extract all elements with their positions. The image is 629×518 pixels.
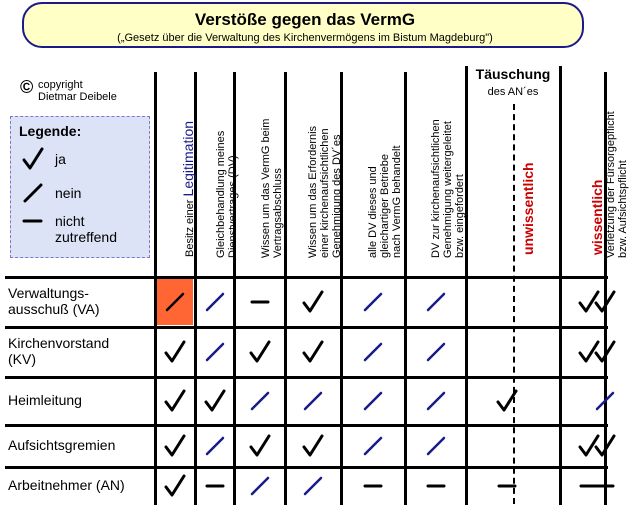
row-divider <box>5 424 608 427</box>
slash-icon <box>361 340 385 364</box>
slash-icon <box>424 389 448 413</box>
slash-icon <box>248 389 272 413</box>
check-icon <box>163 389 187 413</box>
slash-icon <box>424 434 448 458</box>
column-header: DV zur kirchenaufsichtlichen <box>429 119 442 258</box>
column-header-highlight: Legitimation <box>179 120 196 197</box>
check-icon <box>593 340 617 364</box>
column-header: Vertragsabschluss <box>271 168 284 258</box>
column-header: unwissentlich <box>519 162 536 255</box>
check-icon <box>301 434 325 458</box>
check-icon <box>163 434 187 458</box>
column-header <box>179 120 197 257</box>
tauschung-title: Täuschung <box>475 66 551 82</box>
legend <box>10 116 150 258</box>
row-divider <box>5 276 608 279</box>
column-divider <box>559 66 562 505</box>
column-header: wissentlich <box>589 179 605 255</box>
slash-icon <box>248 474 272 498</box>
row-label <box>8 437 115 453</box>
slash-icon <box>424 340 448 364</box>
column-header: alle DV dieses und <box>367 166 379 258</box>
row-label <box>8 285 100 317</box>
check-icon <box>593 290 617 314</box>
dash-icon <box>593 474 617 498</box>
tauschung-subtitle: des AN´es <box>487 86 539 98</box>
dash-icon <box>424 474 448 498</box>
page-subtitle: („Gesetz über die Verwaltung des Kirchenvermögens im Bistum Magdeburg") <box>117 32 493 44</box>
column-header: Gleichbehandlung meines <box>214 130 227 258</box>
slash-icon <box>424 290 448 314</box>
copyright-line: copyright <box>38 79 83 91</box>
row-label-line: (KV) <box>8 351 36 367</box>
column-header: Genehmigung weitergeleitet <box>441 121 454 258</box>
slash-icon <box>21 181 45 205</box>
slash-icon <box>301 474 325 498</box>
column-divider <box>284 72 287 505</box>
legend-title: Legende: <box>19 123 82 139</box>
slash-icon <box>163 290 187 314</box>
check-icon <box>495 389 519 413</box>
dash-icon <box>495 474 519 498</box>
column-divider <box>233 72 236 505</box>
column-header: einer kirchenaufsichtlichen <box>319 128 331 258</box>
check-icon <box>593 434 617 458</box>
row-label-line: ausschuß (VA) <box>8 301 100 317</box>
slash-icon <box>361 434 385 458</box>
check-icon <box>248 434 272 458</box>
copyright-text <box>38 79 117 103</box>
title-box <box>22 2 584 48</box>
check-icon <box>163 340 187 364</box>
column-header: bzw. eingefordert <box>453 174 466 258</box>
column-header: bzw. Aufsichtspflicht <box>617 160 629 258</box>
check-icon <box>163 474 187 498</box>
row-label-line: Arbeitnehmer (AN) <box>8 477 125 493</box>
legend-label-nicht-zutreffend <box>55 213 117 245</box>
dash-icon <box>203 474 227 498</box>
tauschung-divider <box>513 104 515 504</box>
page-title: Verstöße gegen das VermG <box>194 10 416 29</box>
slash-icon <box>203 340 227 364</box>
dash-icon <box>21 209 45 233</box>
row-label-line: Verwaltungs- <box>8 285 89 301</box>
row-divider <box>5 326 608 329</box>
row-divider <box>5 376 608 379</box>
column-header-text: Besitz einer <box>183 196 196 257</box>
column-header: Wissen um das VermG beim <box>259 118 272 258</box>
check-icon <box>301 290 325 314</box>
dash-icon <box>361 474 385 498</box>
column-header: Genehmigung des DV´es <box>331 134 343 258</box>
slash-icon <box>593 389 617 413</box>
column-divider <box>465 66 468 505</box>
slash-icon <box>203 434 227 458</box>
legend-label-line2: zutreffend <box>55 229 118 245</box>
row-label-line: Heimleitung <box>8 392 82 408</box>
slash-icon <box>301 389 325 413</box>
column-header: gleichartiger Betriebe <box>379 154 391 258</box>
slash-icon <box>361 290 385 314</box>
row-label <box>8 335 109 367</box>
slash-icon <box>361 389 385 413</box>
slash-icon <box>203 290 227 314</box>
copyright-icon: © <box>20 77 34 97</box>
check-icon <box>203 389 227 413</box>
column-divider <box>404 72 407 505</box>
check-icon <box>301 340 325 364</box>
row-label-line: Kirchenvorstand <box>8 335 110 351</box>
legend-label-line1: nicht <box>55 213 85 229</box>
row-divider <box>5 466 608 469</box>
row-label-line: Aufsichtsgremien <box>8 437 116 453</box>
dash-icon <box>248 290 272 314</box>
column-header: Wissen um das Erfordernis <box>307 125 319 258</box>
check-icon <box>248 340 272 364</box>
row-label <box>8 477 125 493</box>
column-header: Verletzung der Fürsorgepflicht <box>605 111 617 258</box>
row-label <box>8 392 82 408</box>
copyright-author: Dietmar Deibele <box>38 91 117 103</box>
legend-label-ja: ja <box>55 151 66 167</box>
legend-label-nein: nein <box>55 185 82 201</box>
column-header: nach VermG behandelt <box>391 145 403 258</box>
check-icon <box>21 147 45 171</box>
column-header: Dienstvertrages (DV) <box>226 155 239 258</box>
